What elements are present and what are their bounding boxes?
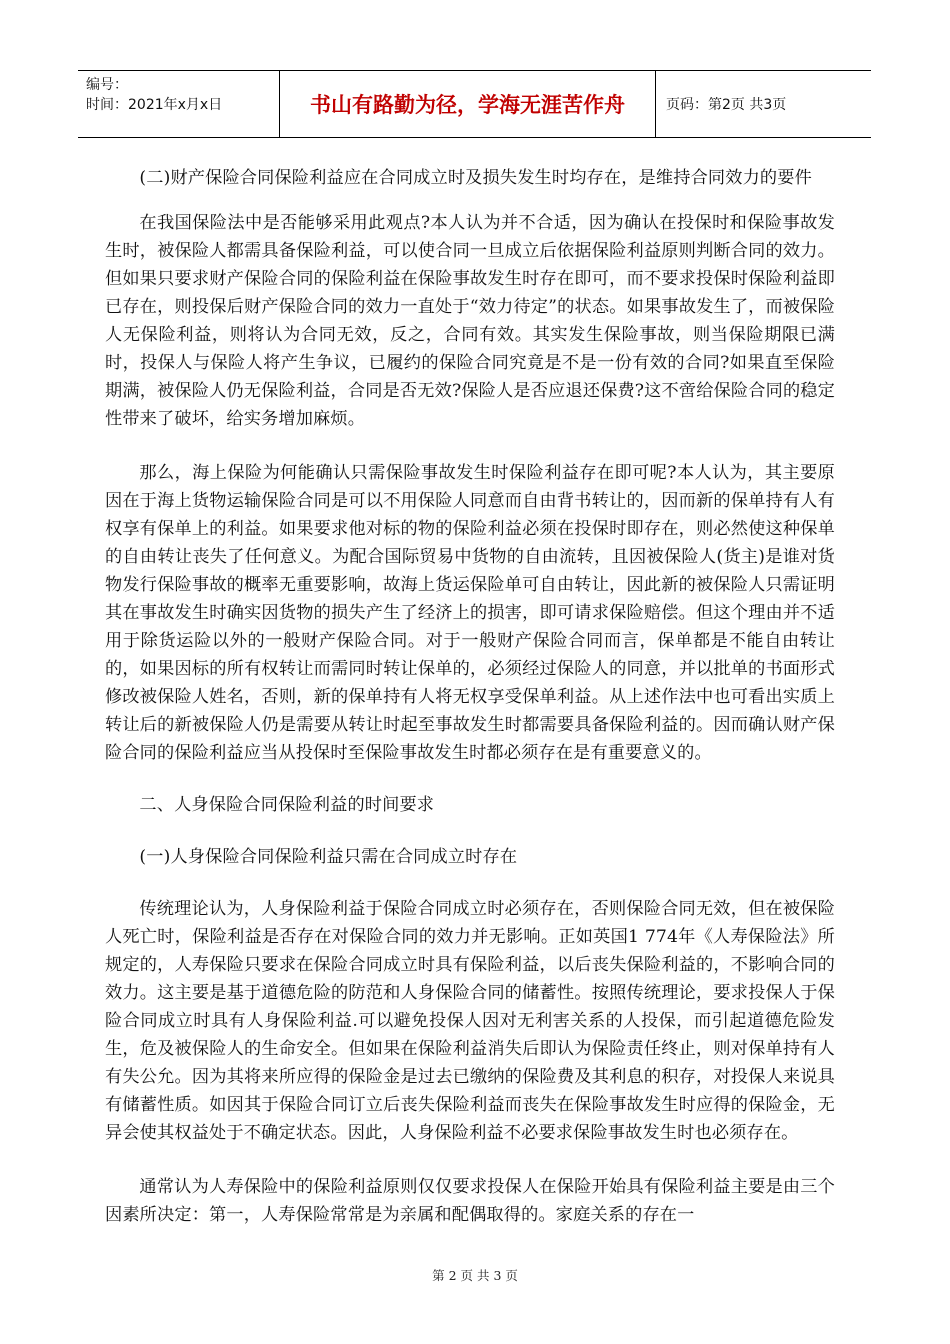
- header-time-label: 时间：2021年x月x日: [86, 97, 223, 113]
- header-meta-cell: [78, 71, 280, 137]
- page-header: [78, 70, 871, 138]
- paragraph: 通常认为人寿保险中的保险利益原则仅仅要求投保人在保险开始具有保险利益主要是由三个因素所决定：第一，人寿保险常常是为亲属和配偶取得的。家庭关系的存在一: [105, 1177, 835, 1225]
- paragraph: 那么，海上保险为何能确认只需保险事故发生时保险利益存在即可呢?本人认为，其主要原因在于海上货物运输保险合同是可以不用保险人同意而自由背书转让的，因而新的保单持有人有权享有保单上的利益。如果要求他对标的物的保险利益必须在投保时即存在，则必然使这种保单的自由转让丧失了任何意义。为配合国际贸易中货物的自由流转，且因被保险人(货主)是谁对货物发行保险事故的概率无重要影响，故海上货运保险单可自由转让，因此新的被保险人只需证明其在事故发生时确实因货物的损失产生了经济上的损害，即可请求保险赔偿。但这个理由并不适用于除货运险以外的一般财产保险合同。对于一般财产保险合同而言，保单都是不能自由转让的，如果因标的所有权转让而需同时转让保单的，必须经过保险人的同意，并以批单的书面形式修改被保险人姓名，否则，新的保单持有人将无权享受保单利益。从上述作法中也可看出实质上转让后的新被保险人仍是需要从转让时起至事故发生时都需要具备保险利益的。因而确认财产保险合同的保险利益应当从投保时至保险事故发生时都必须存在是有重要意义的。: [105, 463, 835, 763]
- section-heading-life-insurance: 二、人身保险合同保险利益的时间要求: [139, 795, 435, 815]
- header-number-label: 编号：: [86, 77, 128, 93]
- paragraph: 传统理论认为，人身保险利益于保险合同成立时必须存在，否则保险合同无效，但在被保险人死亡时，保险利益是否存在对保险合同的效力并无影响。正如英国1 774年《人寿保险法》所规定的，人寿保险只要求在保险合同成立时具有保险利益，以后丧失保险利益的，不影响合同的效力。这主要是基于道德危险的防范和人身保险合同的储蓄性。按照传统理论，要求投保人于保险合同成立时具有人身保险利益.可以避免投保人因对无利害关系的人投保，而引起道德危险发生，危及被保险人的生命安全。但如果在保险利益消失后即认为保险责任终止，则对保单持有人有失公允。因为其将来所应得的保险金是过去已缴纳的保险费及其利息的积存，对投保人来说具有储蓄性质。如因其于保险合同订立后丧失保险利益而丧失在保险事故发生时应得的保险金，无异会使其权益处于不确定状态。因此，人身保险利益不必要求保险事故发生时也必须存在。: [105, 899, 835, 1143]
- paragraph: 在我国保险法中是否能够采用此观点?本人认为并不合适，因为确认在投保时和保险事故发生时，被保险人都需具备保险利益，可以使合同一旦成立后依据保险利益原则判断合同的效力。但如果只要求财产保险合同的保险利益在保险事故发生时存在即可，而不要求投保时保险利益即已存在，则投保后财产保险合同的效力一直处于“效力待定”的状态。如果事故发生了，而被保险人无保险利益，则将认为合同无效，反之，合同有效。其实发生保险事故，则当保险期限已满时，投保人与保险人将产生争议，已履约的保险合同究竟是不是一份有效的合同?如果直至保险期满，被保险人仍无保险利益，合同是否无效?保险人是否应退还保费?这不啻给保险合同的稳定性带来了破坏，给实务增加麻烦。: [105, 213, 835, 429]
- header-motto: 书山有路勤为径，学海无涯苦作舟: [280, 71, 656, 137]
- page-footer: 第 2 页 共 3 页: [432, 1268, 518, 1283]
- document-body: [105, 164, 835, 1229]
- subheading-property-insurance: (二)财产保险合同保险利益应在合同成立时及损失发生时均存在，是维持合同效力的要件: [139, 168, 812, 188]
- header-page-label: 页码：第2页 共3页: [666, 97, 787, 113]
- subheading-life-insurance-time: (一)人身保险合同保险利益只需在合同成立时存在: [139, 847, 518, 867]
